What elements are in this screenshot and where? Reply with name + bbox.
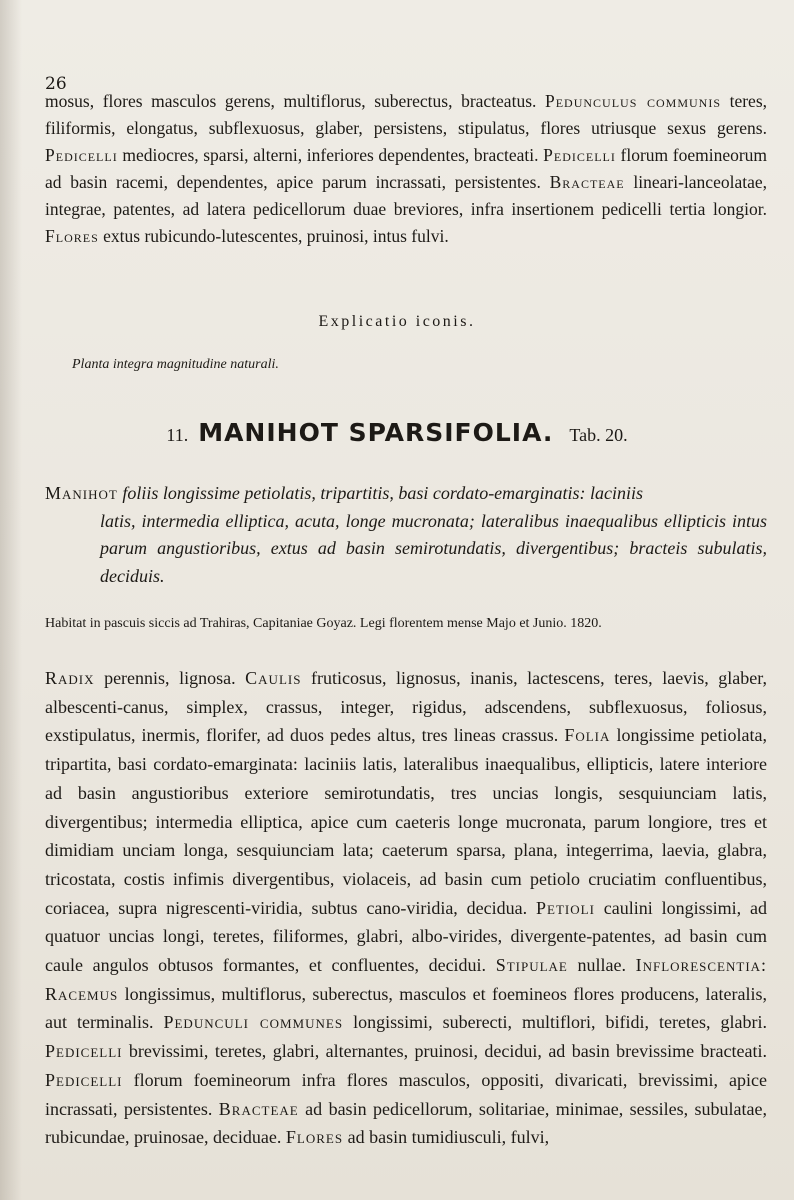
- text-folia: longissime petiolata, tripartita, basi cordato-emarginata: laciniis latis, lateralibus inaequalibus, ellipticis, latere interiore ad basin angustioribus exteriore semirotundatis, tres uncias longis, sesquiunciam latis, divergentibus; intermedia elliptica, apice cum caeteris longe mucronata, parum longiore, tres et dimidiam unciam longa, sesquiunciam lata; caeterum sparsa, plana, integerrima, laevia, glabra, tricostata, costis infimis divergentibus, violaceis, ad basin cum petiolo cruciatim confluentibus, coriacea, supra nigrescenti-viridia, subtus cano-viridia, decidua.: [45, 725, 768, 918]
- text-caulis: fruticosus, lignosus, inanis, lactescens, teres, laevis, glaber, albescenti-canus, simplex, crassus, integer, rigidus, adscendens, subflexuosus, foliosus, exstipulatus, inermis, florifer, ad duos pedes altus, tres lineas crassus.: [45, 668, 768, 746]
- term-petioli: Petioli: [536, 897, 595, 918]
- species-number: 11.: [166, 425, 189, 445]
- species-description: [45, 664, 767, 1152]
- cont-term-3: Pedicelli: [543, 145, 616, 165]
- text-pedunculi: longissimi, suberecti, multiflori, bifidi, teretes, glabri.: [353, 1012, 767, 1033]
- text-pedicelli-2: florum foemineorum infra flores masculos, oppositi, divaricati, brevissimi, apice incrassati, persistentes.: [45, 1069, 767, 1119]
- explicatio-heading: Explicatio iconis.: [318, 313, 476, 330]
- cont-text-2: teres, filiformis, elongatus, subflexuosus, glaber, persistens, stipulatus, flores utriusque sexus gerens.: [45, 91, 768, 138]
- cont-term-2: Pedicelli: [45, 145, 118, 165]
- term-bracteae: Bracteae: [218, 1098, 299, 1119]
- text-racemus: longissimus, multiflorus, suberectus, masculos et foemineos flores producens, lateralis, aut terminalis.: [45, 983, 768, 1033]
- species-heading: [0, 418, 794, 447]
- habitat-note: Habitat in pascuis siccis ad Trahiras, Capitaniae Goyaz. Legi florentem mense Majo et Junio. 1820.: [45, 616, 602, 631]
- cont-text-5: lineari-lanceolatae, integrae, patentes, ad latera pedicellorum duae breviores, infra insertionem pedicelli tertia longior.: [45, 172, 767, 219]
- term-pedunculi: Pedunculi communes: [163, 1012, 344, 1033]
- page-number: 26: [45, 74, 67, 94]
- continued-description: [45, 88, 767, 250]
- cont-term-1: Pedunculus communis: [544, 91, 721, 111]
- cont-term-4: Bracteae: [549, 172, 625, 192]
- diagnosis-text-a: foliis longissime petiolatis, tripartitis, basi cordato-emarginatis: laciniis: [122, 483, 644, 503]
- term-caulis: Caulis: [245, 668, 302, 688]
- diagnosis: [45, 480, 767, 590]
- cont-text-3: mediocres, sparsi, alterni, inferiores dependentes, bracteati.: [122, 145, 539, 165]
- text-petioli: caulini longissimi, ad quatuor uncias longi, teretes, filiformes, glabri, albo-virides, divergente-patentes, ad basin cum caule angulos obtusos formantes, et confluentes, decidui.: [45, 897, 768, 976]
- text-flores: ad basin tumidiusculi, fulvi,: [347, 1127, 550, 1148]
- term-inflorescentia: Inflorescentia:: [635, 955, 768, 976]
- cont-text-4: florum foemineorum ad basin racemi, dependentes, apice parum incrassati, persistentes.: [45, 145, 768, 192]
- plate-reference: Tab. 20.: [569, 425, 628, 445]
- cont-text-1: mosus, flores masculos gerens, multiflorus, suberectus, bracteatus.: [45, 91, 537, 111]
- term-flores: Flores: [285, 1127, 344, 1148]
- species-name: MANIHOT SPARSIFOLIA.: [198, 418, 554, 447]
- text-bracteae: ad basin pedicellorum, solitariae, minimae, sessiles, subulatae, rubicundae, pruinosae, deciduae.: [45, 1098, 768, 1148]
- term-radix: Radix: [45, 668, 95, 688]
- diagnosis-genus: Manihot: [45, 483, 118, 503]
- term-pedicelli-2: Pedicelli: [45, 1069, 123, 1090]
- term-stipulae: Stipulae: [495, 955, 568, 976]
- text-pedicelli: brevissimi, teretes, glabri, alternantes, pruinosi, decidui, ad basin brevissime bracteati.: [128, 1041, 767, 1062]
- text-stipulae: nullae.: [577, 955, 626, 976]
- term-folia: Folia: [564, 725, 611, 746]
- term-pedicelli: Pedicelli: [45, 1041, 123, 1062]
- cont-text-6: extus rubicundo-lutescentes, pruinosi, intus fulvi.: [103, 226, 449, 246]
- figure-caption: Planta integra magnitudine naturali.: [72, 357, 279, 372]
- text-radix: perennis, lignosa.: [104, 668, 236, 688]
- diagnosis-text-b: latis, intermedia elliptica, acuta, longe mucronata; lateralibus inaequalibus ellipticis intus parum angustioribus, extus ad basin semirotundatis, divergentibus; bracteis subulatis, deciduis.: [100, 510, 767, 586]
- term-racemus: Racemus: [45, 983, 119, 1004]
- cont-term-5: Flores: [45, 226, 99, 246]
- gutter-shadow: [0, 0, 22, 1200]
